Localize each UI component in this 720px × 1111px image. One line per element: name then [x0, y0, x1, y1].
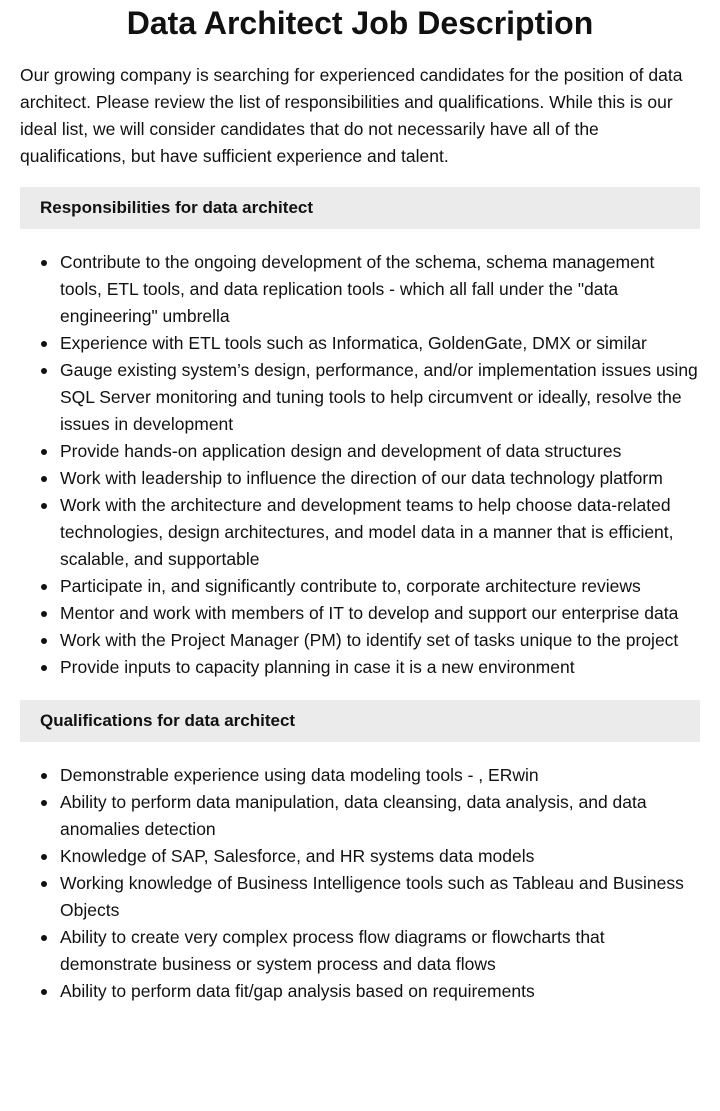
- qualifications-heading: Qualifications for data architect: [20, 700, 700, 742]
- list-item: [60, 438, 700, 465]
- list-item: [60, 870, 700, 924]
- bullet-icon: [41, 260, 47, 266]
- list-item-text: Work with the Project Manager (PM) to identify set of tasks unique to the project: [60, 630, 679, 650]
- bullet-icon: [41, 773, 47, 779]
- list-item-text: Ability to perform data manipulation, data cleansing, data analysis, and data anomalies detection: [60, 792, 647, 839]
- intro-paragraph: Our growing company is searching for experienced candidates for the position of data architect. Please review the list of responsibilities and qualifications. While this is our ideal list, we will consider candidates that do not necessarily have all of the qualifications, but have sufficient experience and talent.: [20, 65, 683, 166]
- list-item: [60, 762, 700, 789]
- bullet-icon: [41, 503, 47, 509]
- list-item-text: Ability to perform data fit/gap analysis based on requirements: [60, 981, 535, 1001]
- list-item: [60, 249, 700, 330]
- list-item-text: Work with leadership to influence the direction of our data technology platform: [60, 468, 663, 488]
- list-item-text: Provide inputs to capacity planning in case it is a new environment: [60, 657, 575, 677]
- list-item-text: Experience with ETL tools such as Informatica, GoldenGate, DMX or similar: [60, 333, 647, 353]
- list-item-text: Provide hands-on application design and development of data structures: [60, 441, 622, 461]
- list-item: [60, 465, 700, 492]
- bullet-icon: [41, 584, 47, 590]
- page-title: Data Architect Job Description: [126, 5, 594, 41]
- list-item-text: Contribute to the ongoing development of the schema, schema management tools, ETL tools, and data replication tools - which all fall under the "data engineering" umbrella: [60, 252, 655, 326]
- responsibilities-list: [20, 249, 700, 681]
- bullet-icon: [41, 476, 47, 482]
- bullet-icon: [41, 665, 47, 671]
- bullet-icon: [41, 989, 47, 995]
- bullet-icon: [41, 854, 47, 860]
- qualifications-list: [20, 762, 700, 1005]
- list-item-text: Ability to create very complex process flow diagrams or flowcharts that demonstrate business or system process and data flows: [60, 927, 605, 974]
- list-item: [60, 600, 700, 627]
- list-item: [60, 978, 700, 1005]
- bullet-icon: [41, 881, 47, 887]
- list-item: [60, 627, 700, 654]
- bullet-icon: [41, 611, 47, 617]
- bullet-icon: [41, 638, 47, 644]
- list-item: [60, 924, 700, 978]
- list-item-text: Work with the architecture and development teams to help choose data-related technologies, design architectures, and model data in a manner that is efficient, scalable, and supportable: [60, 495, 674, 569]
- list-item: [60, 330, 700, 357]
- list-item: [60, 492, 700, 573]
- bullet-icon: [41, 449, 47, 455]
- list-item: [60, 357, 700, 438]
- list-item-text: Knowledge of SAP, Salesforce, and HR systems data models: [60, 846, 535, 866]
- list-item-text: Demonstrable experience using data modeling tools - , ERwin: [60, 765, 539, 785]
- list-item-text: Working knowledge of Business Intelligence tools such as Tableau and Business Objects: [60, 873, 684, 920]
- list-item-text: Mentor and work with members of IT to develop and support our enterprise data: [60, 603, 679, 623]
- bullet-icon: [41, 935, 47, 941]
- bullet-icon: [41, 368, 47, 374]
- bullet-icon: [41, 800, 47, 806]
- responsibilities-heading: Responsibilities for data architect: [20, 187, 700, 229]
- list-item: [60, 573, 700, 600]
- list-item-text: Gauge existing system’s design, performance, and/or implementation issues using SQL Server monitoring and tuning tools to help circumvent or ideally, resolve the issues in development: [60, 360, 698, 434]
- list-item: [60, 843, 700, 870]
- list-item: [60, 789, 700, 843]
- bullet-icon: [41, 341, 47, 347]
- list-item: [60, 654, 700, 681]
- list-item-text: Participate in, and significantly contribute to, corporate architecture reviews: [60, 576, 641, 596]
